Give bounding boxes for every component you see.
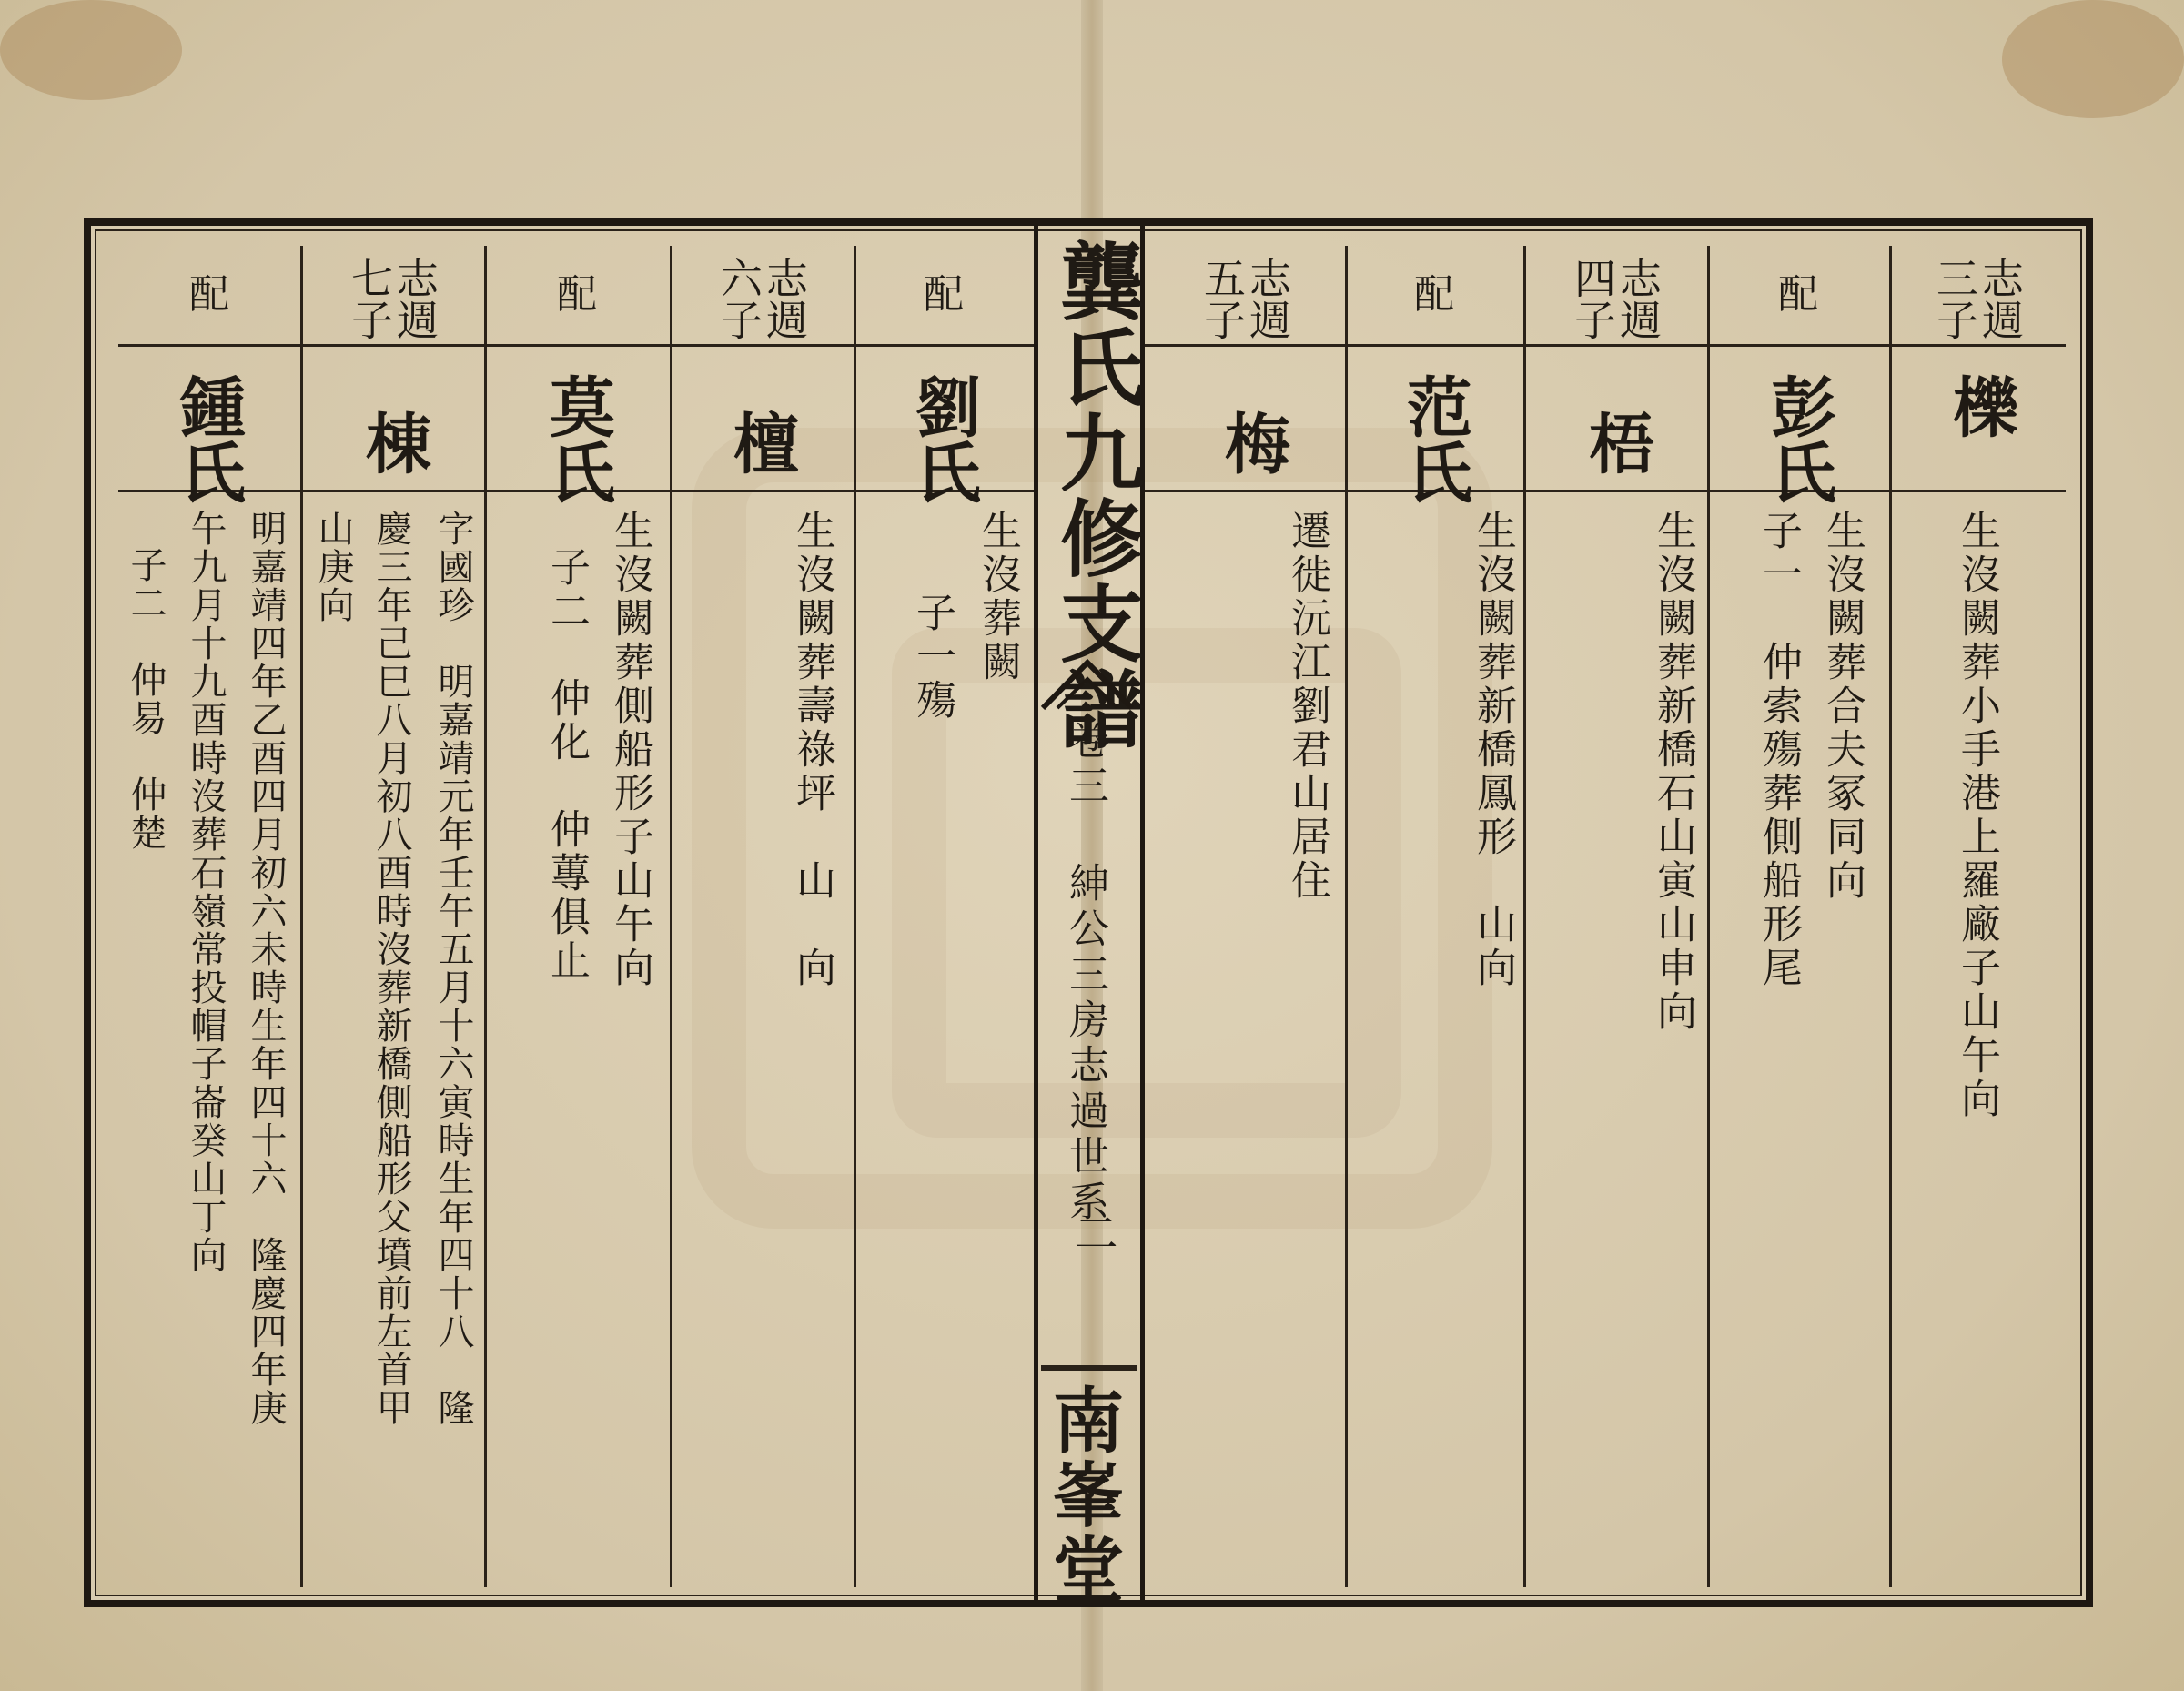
person-name: 梅 [1214, 410, 1291, 475]
entry-text: 子一殤 [909, 592, 956, 723]
person-name: 檀 [723, 410, 800, 475]
column-divider [1889, 246, 1892, 1587]
hall-name: 南峯堂 [1041, 1383, 1124, 1607]
column-header: 志週 四子 [1568, 257, 1663, 340]
column-header: 志週 六子 [714, 257, 809, 340]
spouse-header: 配 [189, 271, 229, 318]
entry-text: 子一 仲索殤葬側船形尾 [1755, 510, 1802, 990]
entry-text: 生沒闕葬側船形子山午向 [607, 510, 653, 990]
entry-text: 生沒闕葬小手港上羅廠子山午向 [1954, 510, 2000, 1121]
corner-stain [2002, 0, 2184, 118]
column-header: 志週 五子 [1198, 257, 1292, 340]
spouse-header: 配 [1414, 271, 1454, 318]
header-rule-right [1145, 344, 2066, 347]
header-rule-left [118, 344, 1034, 347]
entry-text: 遷徙沅江劉君山居住 [1284, 510, 1330, 903]
name-rule-right [1145, 490, 2066, 492]
person-name: 梧 [1578, 410, 1655, 475]
column-divider [670, 246, 672, 1587]
entry-text: 生沒闕葬合夫冢同向 [1819, 510, 1866, 903]
entry-text: 子二 仲化 仲蓴俱止 [543, 546, 590, 983]
hall-rule [1041, 1365, 1138, 1371]
person-name: 劉氏 [905, 373, 982, 504]
person-name: 范氏 [1396, 373, 1473, 504]
corner-stain [0, 0, 182, 100]
spouse-header: 配 [557, 271, 597, 318]
person-name: 鍾氏 [169, 373, 247, 504]
entry-text: 慶三年己巳八月初八酉時沒葬新橋側船形父墳前左首甲 [370, 510, 412, 1427]
column-divider [1707, 246, 1710, 1587]
volume-caption: 卷三 紳公三房志過世系 [1062, 719, 1108, 1226]
person-name: 櫟 [1942, 373, 2019, 439]
entry-text: 生沒葬闕 [975, 510, 1021, 684]
entry-text: 子二 仲易 仲楚 [125, 546, 167, 852]
entry-text: 明嘉靖四年乙酉四月初六未時生年四十六 隆慶四年庚 [245, 510, 287, 1427]
book-title: 龔氏九修支譜 [1046, 238, 1145, 752]
fish-tail-ornament-icon [1039, 657, 1136, 712]
spouse-header: 配 [924, 271, 964, 318]
entry-text: 山庚向 [312, 510, 354, 624]
entry-text: 生沒闕葬新橋石山寅山申向 [1650, 510, 1696, 1034]
page-number: 二 [1067, 1210, 1117, 1254]
column-divider [484, 246, 487, 1587]
entry-text: 生沒闕葬新橋鳳形 山向 [1470, 510, 1516, 990]
column-divider [1345, 246, 1348, 1587]
column-divider [300, 246, 303, 1587]
person-name: 彭氏 [1760, 373, 1837, 504]
entry-text: 午九月十九酉時沒葬石嶺常投帽子崙癸山丁向 [185, 510, 227, 1274]
column-header: 志週 三子 [1930, 257, 2025, 340]
column-divider [1523, 246, 1526, 1587]
spouse-header: 配 [1778, 271, 1818, 318]
person-name: 莫氏 [539, 373, 616, 504]
person-name: 棟 [355, 410, 432, 475]
entry-text: 字國珍 明嘉靖元年壬午五月十六寅時生年四十八 隆 [432, 510, 474, 1427]
column-header: 志週 七子 [345, 257, 440, 340]
entry-text: 生沒闕葬壽祿坪 山 向 [789, 510, 835, 990]
column-divider [854, 246, 856, 1587]
